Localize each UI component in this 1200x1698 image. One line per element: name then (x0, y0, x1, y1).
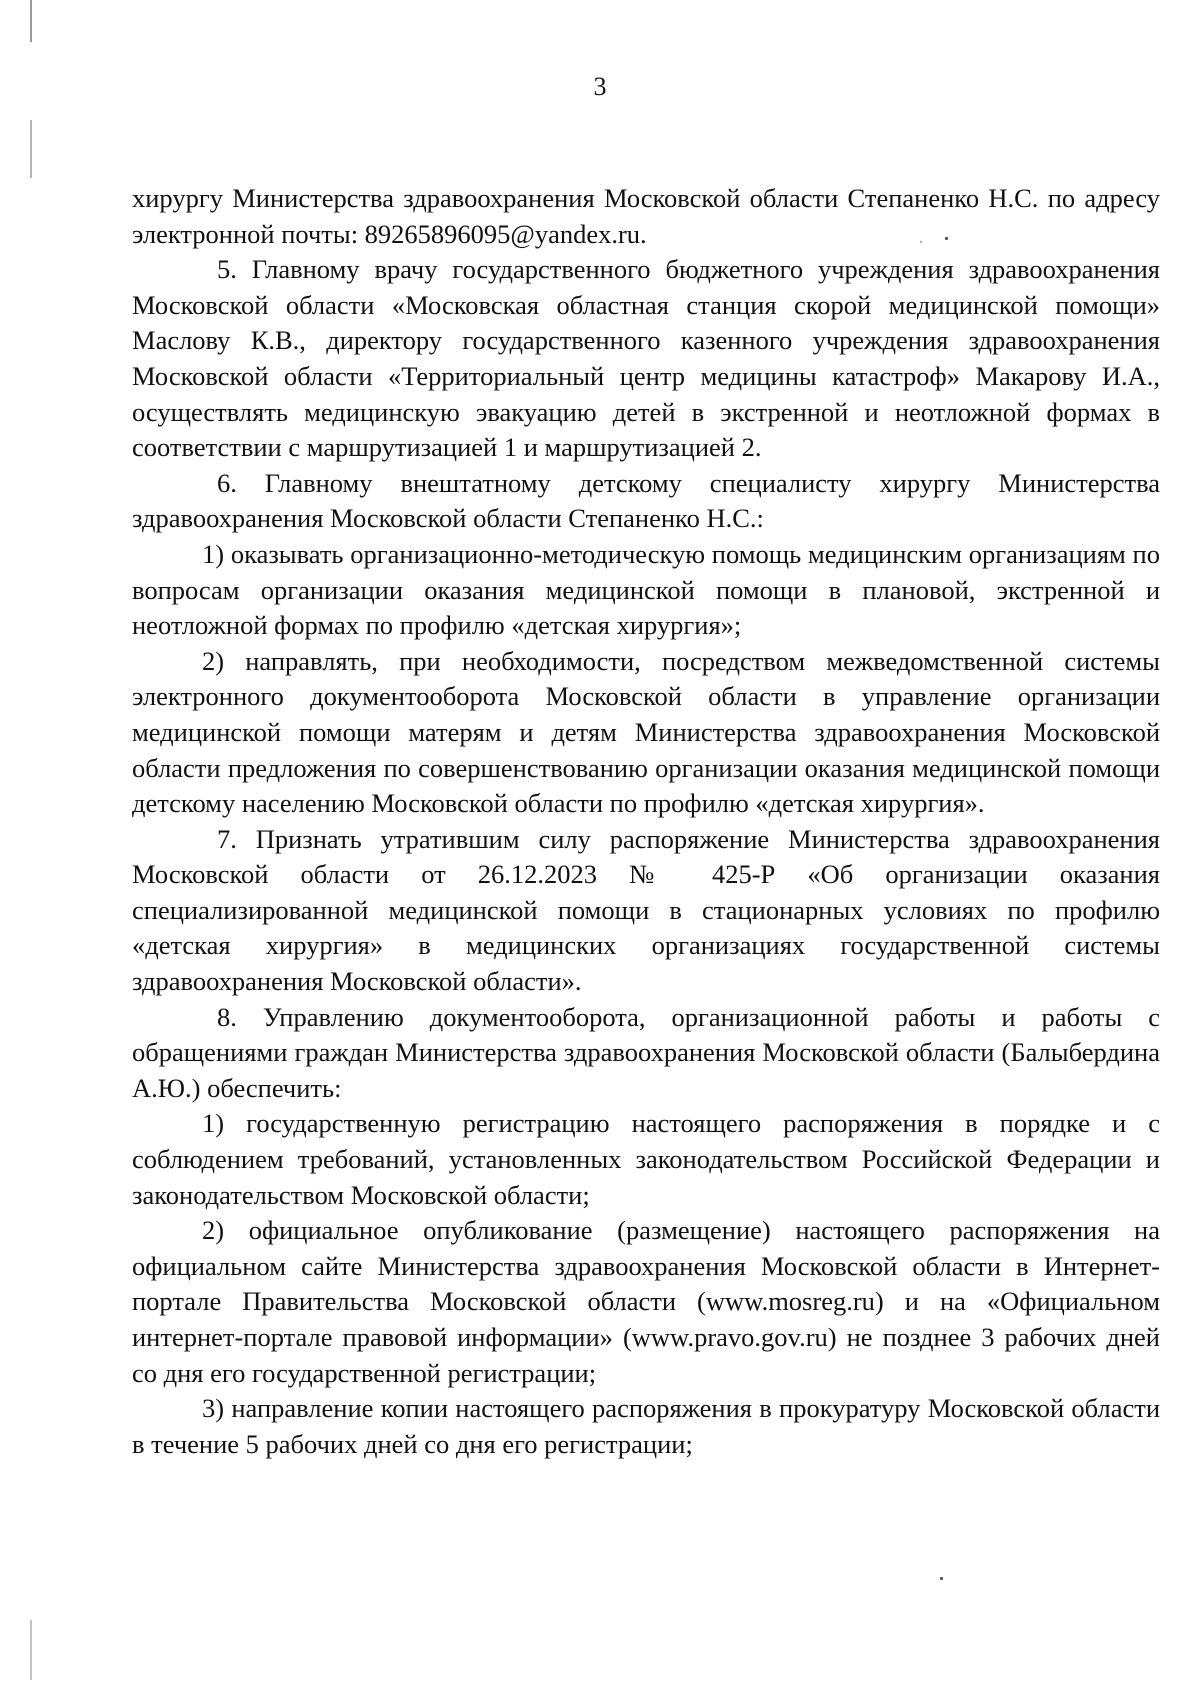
paragraph-item-8-1: 1) государственную регистрацию настоящего распоряжения в порядке и с соблюдением требований, установленных законодательством Российской Федерации и законодательством Московской области; (132, 1108, 1160, 1210)
page-number: 3 (593, 72, 607, 101)
paragraph-item-6-1: 1) оказывать организационно-методическую помощь медицинским организациям по вопросам организации оказания медицинской помощи в плановой, экстренной и неотложной формах по профилю «детская хирургия»; (132, 538, 1160, 641)
paragraph-item-8-2: 2) официальное опубликование (размещение) настоящего распоряжения на официальном сайте Министерства здравоохранения Московской области в Интернет-портале Правительства Московской области (www.mosreg.ru) и на «Официальном интернет-портале правовой информации» (www.pravo.gov.ru) не позднее 3 рабочих дней со дня его государственной регистрации; (132, 1215, 1160, 1388)
paragraph-item-7: 7. Признать утратившим силу распоряжение Министерства здравоохранения Московской области от 26.12.2023 № 425-Р «Об организации оказания специализированной медицинской помощи в стационарных условиях по профилю «детская хирургия» в медицинских организациях государственной системы здравоохранения Московской области». (132, 823, 1160, 997)
scan-speck (945, 237, 948, 240)
paragraph-item-6-2: 2) направлять, при необходимости, посредством межведомственной системы электронного документооборота Московской области в управление организации медицинской помощи матерям и детям Министерства здравоохранения Московской области предложения по совершенствованию организации оказания медицинской помощи детскому населению Московской области по профилю «детская хирургия». (132, 645, 1160, 819)
paragraph-item-8: 8. Управлению документооборота, организационной работы и работы с обращениями граждан Министерства здравоохранения Московской области (Балыбердина А.Ю.) обеспечить: (132, 1001, 1160, 1103)
scan-speck (940, 1577, 943, 1580)
paragraph-continuation: хирургу Министерства здравоохранения Московской области Степаненко Н.С. по адресу электронной почты: 89265896095@yandex.ru. (132, 183, 1160, 249)
document-body (132, 181, 1160, 1462)
paragraph-item-8-3: 3) направление копии настоящего распоряжения в прокуратуру Московской области в течение 5 рабочих дней со дня его регистрации; (132, 1393, 1160, 1459)
scan-edge-mark (30, 0, 32, 42)
scan-speck (920, 241, 922, 243)
scan-edge-mark (30, 1620, 32, 1680)
scan-edge-mark (30, 120, 32, 178)
paragraph-item-6: 6. Главному внештатному детскому специалисту хирургу Министерства здравоохранения Московской области Степаненко Н.С.: (132, 467, 1160, 534)
paragraph-item-5: 5. Главному врачу государственного бюджетного учреждения здравоохранения Московской области «Московская областная станция скорой медицинской помощи» Маслову К.В., директору государственного казенного учреждения здравоохранения Московской области «Территориальный центр медицины катастроф» Макарову И.А., осуществлять медицинскую эвакуацию детей в экстренной и неотложной формах в соответствии с маршрутизацией 1 и маршрутизацией 2. (132, 254, 1160, 463)
